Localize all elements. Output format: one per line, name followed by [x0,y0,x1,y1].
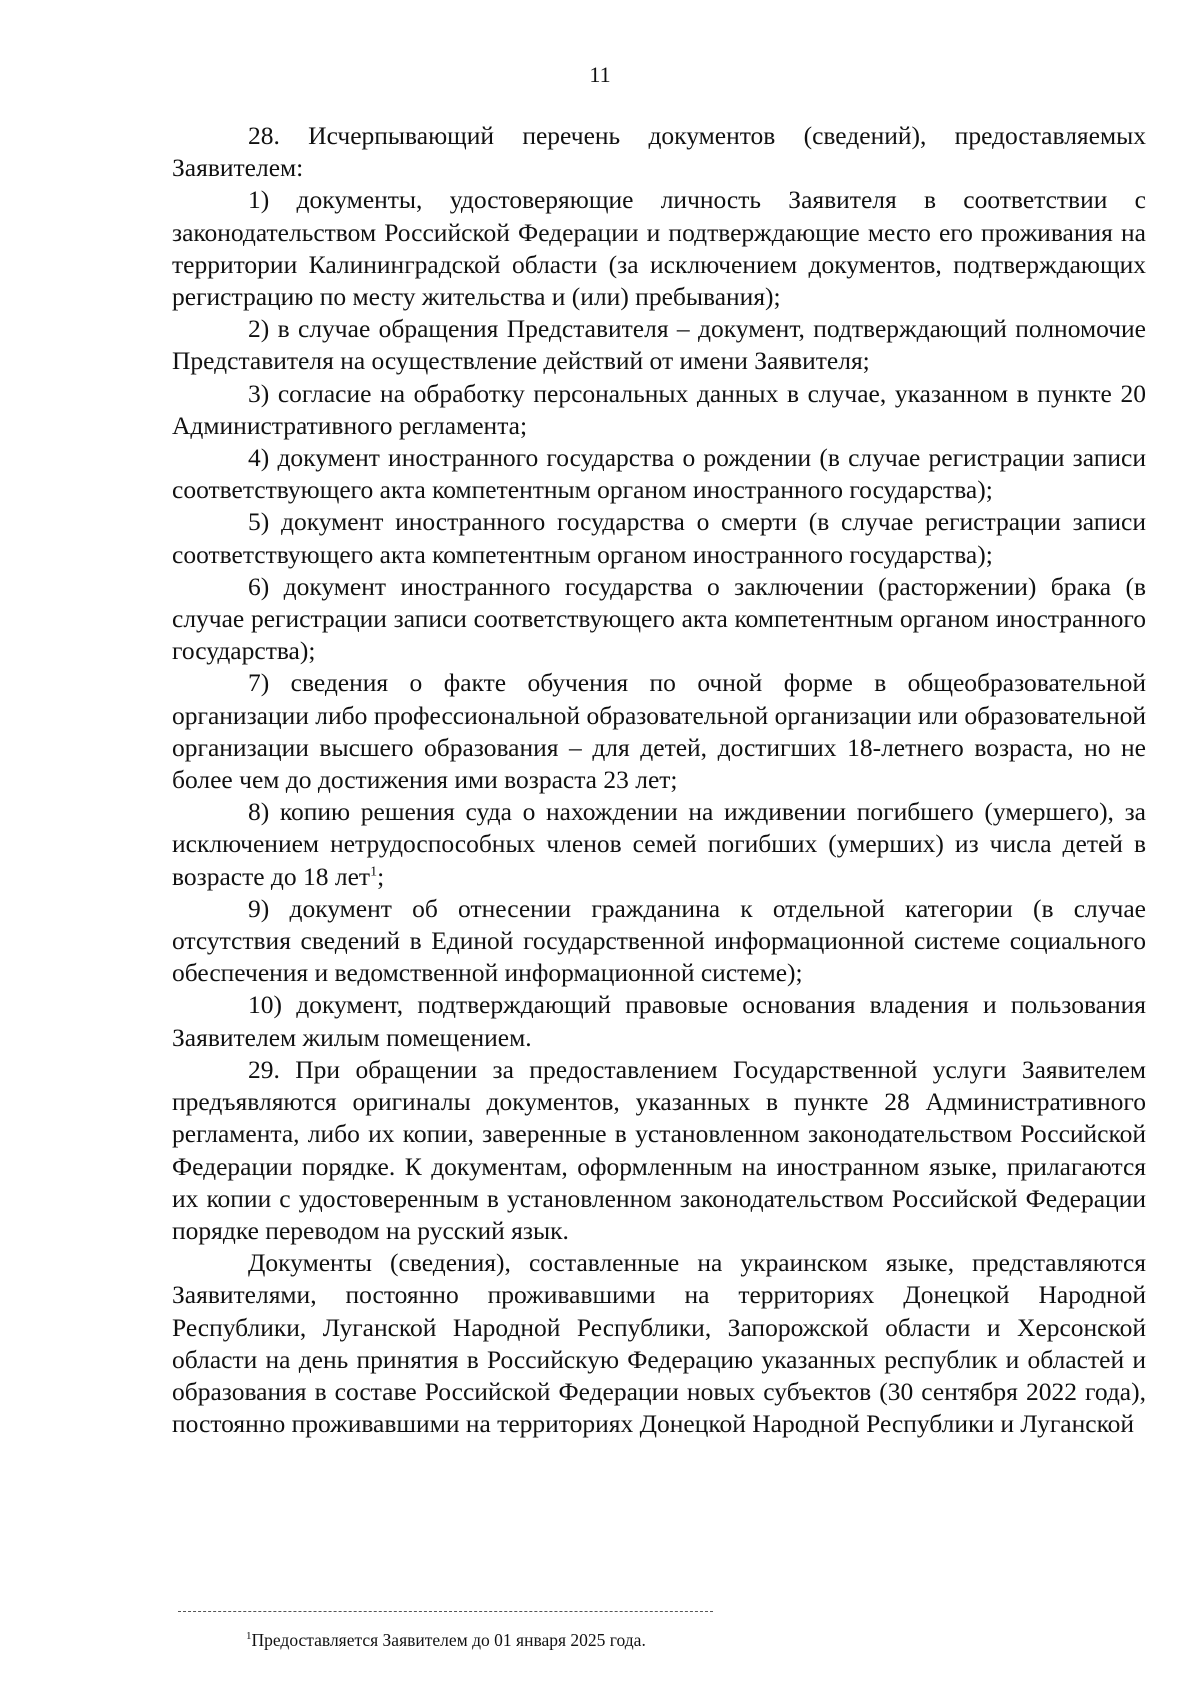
list-item-1: 1) документы, удостоверяющие личность Заявителя в соответствии с законодательством Российской Федерации и подтверждающие место его проживания на территории Калининградской области (за исключением документов, подтверждающих регистрацию по месту жительства и (или) пребывания); [172,185,1146,312]
list-item-6: 6) документ иностранного государства о заключении (расторжении) брака (в случае регистрации записи соответствующего акта компетентным органом иностранного государства); [172,571,1146,666]
list-item-8-end: ; [377,861,385,891]
footnote-reference[interactable]: 1 [370,864,378,880]
footnote-marker: 1 [246,1630,252,1643]
list-item-5: 5) документ иностранного государства о смерти (в случае регистрации записи соответствующего акта компетентным органом иностранного государства); [172,507,1146,569]
footnote-separator [178,1611,713,1612]
list-item-3: 3) согласие на обработку персональных данных в случае, указанном в пункте 20 Административного регламента; [172,378,1146,440]
list-item-8-text: 8) копию решения суда о нахождении на иждивении погибшего (умершего), за исключением нетрудоспособных членов семей погибших (умерших) из числа детей в возрасте до 18 лет [172,797,1146,891]
footnote-text: Предоставляется Заявителем до 01 января 2025 года. [251,1630,646,1650]
document-body [172,120,1146,1440]
paragraph-documents-ukrainian: Документы (сведения), составленные на украинском языке, представляются Заявителями, постоянно проживавшими на территориях Донецкой Народной Республики, Луганской Народной Республики, Запорожской области и Херсонской области на день принятия в Российскую Федерацию указанных республик и областей и образования в составе Российской Федерации новых субъектов (30 сентября 2022 года), постоянно проживавшими на территориях Донецкой Народной Республики и Луганской [172,1248,1146,1439]
list-item-8 [172,796,1146,893]
list-item-9: 9) документ об отнесении гражданина к отдельной категории (в случае отсутствия сведений в Единой государственной информационной системе социального обеспечения и ведомственной информационной системе); [172,893,1146,988]
list-item-7: 7) сведения о факте обучения по очной форме в общеобразовательной организации либо профессиональной образовательной организации или образовательной организации высшего образования – для детей, достигших 18-летнего возраста, но не более чем до достижения ими возраста 23 лет; [172,668,1146,795]
list-item-2: 2) в случае обращения Представителя – документ, подтверждающий полномочие Представителя на осуществление действий от имени Заявителя; [172,314,1146,376]
list-item-4: 4) документ иностранного государства о рождении (в случае регистрации записи соответствующего акта компетентным органом иностранного государства); [172,443,1146,505]
footnote [246,1629,1126,1651]
list-item-10: 10) документ, подтверждающий правовые основания владения и пользования Заявителем жилым помещением. [172,990,1146,1052]
paragraph-29: 29. При обращении за предоставлением Государственной услуги Заявителем предъявляются оригиналы документов, указанных в пункте 28 Административного регламента, либо их копии, заверенные в установленном законодательством Российской Федерации порядке. К документам, оформленным на иностранном языке, прилагаются их копии с удостоверенным в установленном законодательством Российской Федерации порядке переводом на русский язык. [172,1054,1146,1245]
paragraph-28: 28. Исчерпывающий перечень документов (сведений), предоставляемых Заявителем: [172,121,1146,183]
page-number: 11 [589,62,611,87]
